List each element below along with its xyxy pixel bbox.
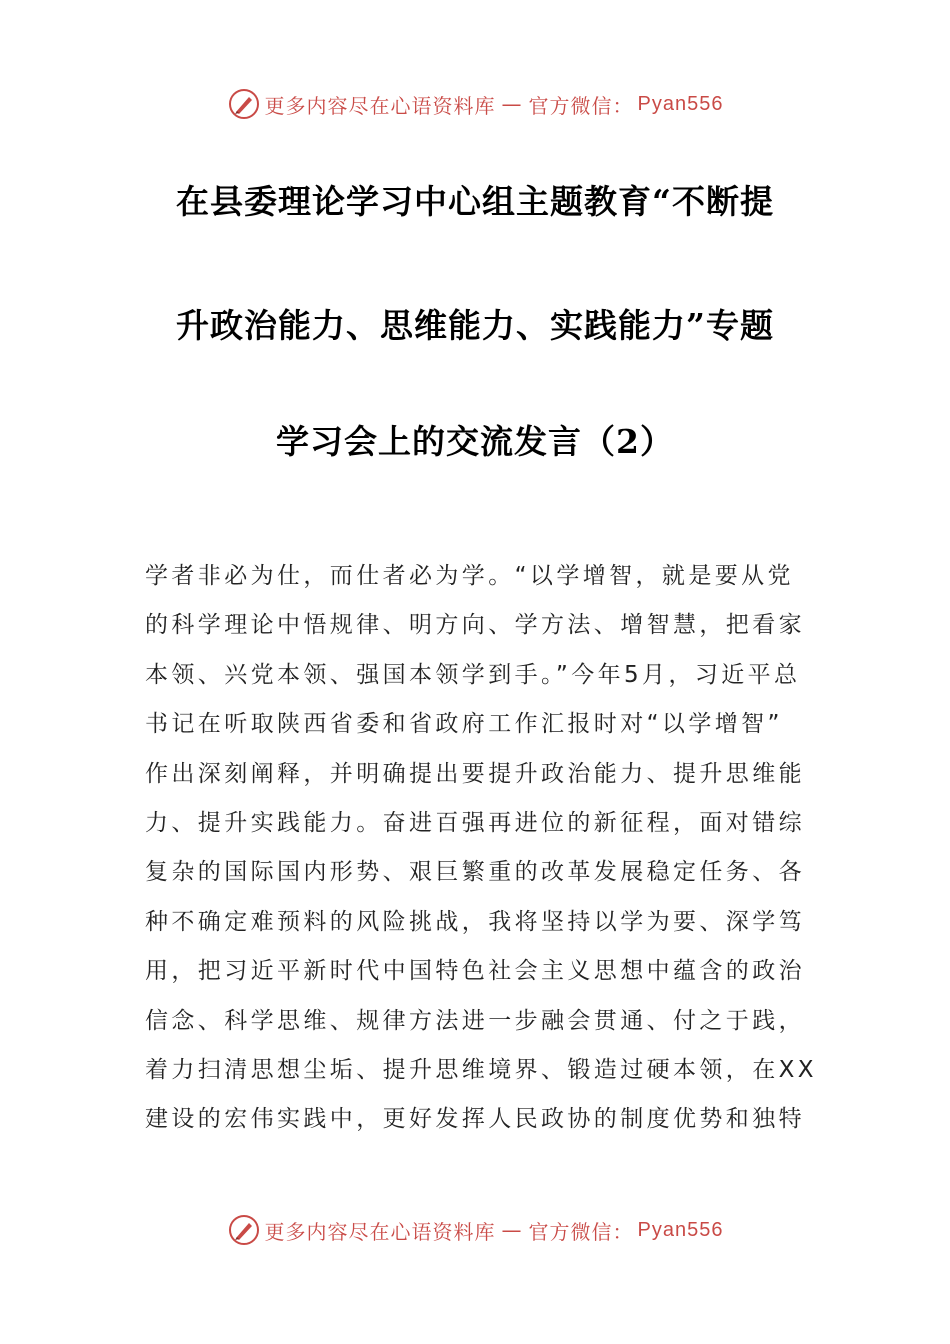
body-line: 力、提升实践能力。奋进百强再进位的新征程，面对错综 xyxy=(145,809,805,836)
header-watermark xyxy=(0,82,950,126)
body-line: 作出深刻阐释，并明确提出要提升政治能力、提升思维能 xyxy=(145,760,805,787)
title-line-3: 学习会上的交流发言（2） xyxy=(276,422,674,461)
pen-in-circle-icon xyxy=(227,87,261,121)
watermark-dash: — xyxy=(501,1218,523,1242)
body-line: 的科学理论中悟规律、明方向、学方法、增智慧，把看家 xyxy=(145,612,805,639)
pen-in-circle-icon xyxy=(227,1213,261,1247)
body-line: 建设的宏伟实践中，更好发挥人民政协的制度优势和独特 xyxy=(145,1106,805,1133)
watermark-text: 更多内容尽在心语资料库 xyxy=(264,1219,496,1244)
body-line: 书记在听取陕西省委和省政府工作汇报时对“以学增智” xyxy=(145,711,783,738)
body-line: 复杂的国际国内形势、艰巨繁重的改革发展稳定任务、各 xyxy=(145,859,805,886)
body-line: 种不确定难预料的风险挑战，我将坚持以学为要、深学笃 xyxy=(145,908,805,935)
title-line-2: 升政治能力、思维能力、实践能力”专题 xyxy=(176,306,774,345)
watermark-text: 更多内容尽在心语资料库 xyxy=(264,93,496,118)
body-line: 信念、科学思维、规律方法进一步融会贯通、付之于践， xyxy=(145,1007,805,1034)
watermark-label: 官方微信： xyxy=(528,93,634,118)
watermark-wechat-id: Pyan556 xyxy=(637,92,724,115)
footer-watermark xyxy=(0,1208,950,1252)
body-line: 着力扫清思想尘垢、提升思维境界、锻造过硬本领，在XX xyxy=(145,1056,817,1083)
body-line: 本领、兴党本领、强国本领学到手。”今年5月，习近平总 xyxy=(145,661,801,688)
body-line: 用，把习近平新时代中国特色社会主义思想中蕴含的政治 xyxy=(145,958,805,985)
watermark-label: 官方微信： xyxy=(528,1219,634,1244)
body-paragraph xyxy=(145,552,817,1145)
watermark-dash: — xyxy=(501,92,523,116)
body-line: 学者非必为仕，而仕者必为学。“以学增智，就是要从党 xyxy=(145,563,794,589)
title-line-1: 在县委理论学习中心组主题教育“不断提 xyxy=(176,182,774,221)
watermark-wechat-id: Pyan556 xyxy=(637,1218,724,1241)
